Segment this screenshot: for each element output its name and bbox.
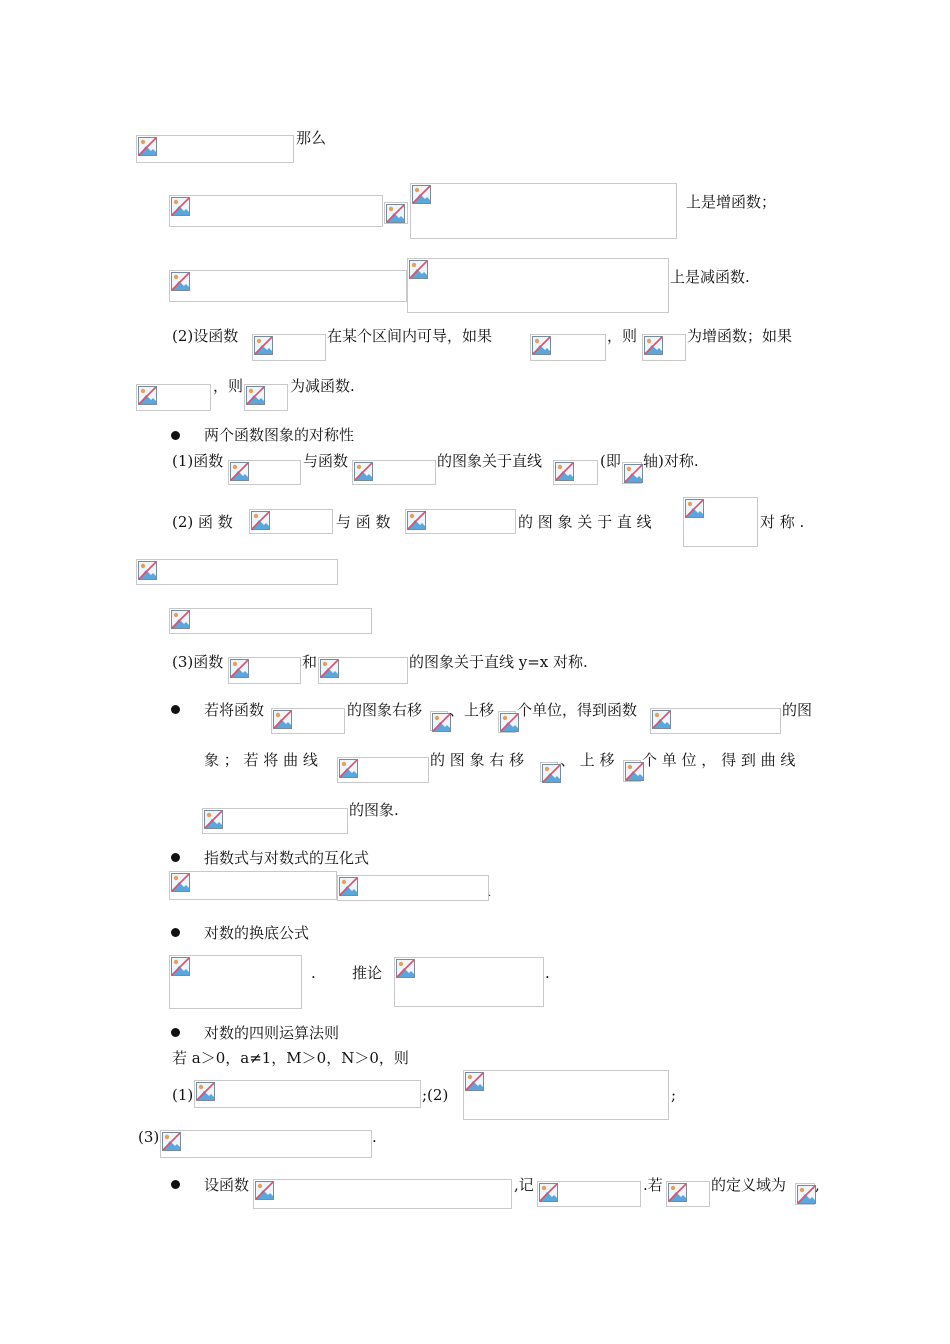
broken-image-icon (396, 959, 415, 978)
text: 的图象. (349, 801, 399, 819)
text: 的定义域为 (711, 1176, 787, 1194)
broken-image-icon (255, 1181, 274, 1200)
formula-image (394, 957, 544, 1007)
broken-image-icon (171, 873, 190, 892)
text: (1) (172, 1086, 194, 1104)
text: ;(2) (422, 1086, 449, 1104)
text: 的 图 象 右 移 (430, 751, 525, 769)
text: 轴)对称. (643, 452, 699, 470)
section-heading: 两个函数图象的对称性 (204, 426, 355, 444)
text: . (311, 964, 316, 982)
text: 、 上 移 (560, 751, 615, 769)
formula-image (410, 183, 677, 239)
text: 上是增函数； (686, 193, 777, 211)
formula-image (407, 258, 669, 313)
formula-image (136, 384, 211, 411)
text: .若 (643, 1176, 663, 1194)
formula-image (622, 462, 642, 484)
text: 若 a＞0，a≠1，M＞0，N＞0，则 (172, 1049, 409, 1067)
formula-image (228, 657, 301, 684)
formula-image (169, 955, 302, 1009)
broken-image-icon (171, 272, 190, 291)
formula-image (553, 460, 598, 485)
text: . (545, 964, 550, 982)
text: 上是减函数. (670, 268, 750, 286)
text: 象 ； 若 将 曲 线 (204, 751, 318, 769)
bullet (171, 431, 180, 440)
broken-image-icon (171, 197, 190, 216)
formula-image (244, 384, 288, 411)
text: 对 称 . (760, 513, 805, 531)
text: (即 (600, 452, 621, 470)
text: 的 图 象 关 于 直 线 (518, 513, 652, 531)
broken-image-icon (652, 710, 671, 729)
formula-image (430, 711, 448, 731)
broken-image-icon (407, 511, 426, 530)
section-heading: 对数的四则运算法则 (204, 1024, 340, 1042)
broken-image-icon (171, 957, 190, 976)
text: 为减函数. (290, 377, 355, 395)
formula-image (384, 202, 408, 224)
broken-image-icon (797, 1185, 816, 1204)
bullet (171, 1028, 180, 1037)
formula-image (169, 608, 372, 634)
formula-image (169, 270, 407, 302)
formula-image (253, 1179, 512, 1209)
section-heading: 指数式与对数式的互化式 (204, 849, 370, 867)
broken-image-icon (138, 137, 157, 156)
text: 个单位，得到函数 (517, 701, 638, 719)
formula-image (683, 497, 758, 547)
text: (1)函数 (172, 452, 224, 470)
formula-image (337, 757, 429, 783)
formula-image (498, 711, 516, 733)
broken-image-icon (542, 764, 561, 783)
text: . (372, 1128, 377, 1146)
text: 和 (302, 653, 318, 671)
formula-image (136, 135, 294, 163)
text: 推论 (352, 964, 383, 982)
formula-image (169, 871, 337, 900)
text: 与函数 (303, 452, 349, 470)
formula-image (228, 460, 301, 485)
formula-image (666, 1181, 710, 1207)
text: 那么 (296, 129, 327, 147)
formula-image (650, 708, 781, 734)
formula-image (318, 657, 408, 684)
text: 与 函 数 (336, 513, 391, 531)
broken-image-icon (465, 1072, 484, 1091)
broken-image-icon (138, 561, 157, 580)
broken-image-icon (339, 877, 358, 896)
broken-image-icon (196, 1082, 215, 1101)
text: (2)设函数 (172, 327, 239, 345)
broken-image-icon (555, 462, 574, 481)
broken-image-icon (230, 462, 249, 481)
text: 在某个区间内可导，如果 (327, 327, 493, 345)
broken-image-icon (685, 499, 704, 518)
broken-image-icon (230, 659, 249, 678)
formula-image (202, 808, 348, 834)
text: 的图象关于直线 y=x 对称. (409, 653, 588, 671)
broken-image-icon (273, 710, 292, 729)
broken-image-icon (668, 1183, 687, 1202)
formula-image (136, 559, 338, 585)
broken-image-icon (320, 659, 339, 678)
broken-image-icon (624, 464, 643, 483)
text: 、上移 (449, 701, 495, 719)
formula-image (160, 1130, 372, 1158)
bullet (171, 928, 180, 937)
formula-image (623, 760, 641, 782)
formula-image (530, 334, 606, 361)
text: 的图象右移 (347, 701, 423, 719)
text: ，则 (607, 327, 638, 345)
bullet (171, 1180, 180, 1189)
text: 个 单 位 ， 得 到 曲 线 (642, 751, 796, 769)
text: 若将函数 (204, 701, 265, 719)
formula-image (540, 762, 558, 782)
formula-image (249, 509, 333, 534)
text: ,记 (514, 1176, 534, 1194)
formula-image (169, 195, 383, 227)
formula-image (337, 875, 489, 901)
formula-image (271, 708, 345, 734)
formula-image (463, 1070, 669, 1120)
broken-image-icon (251, 511, 270, 530)
broken-image-icon (246, 386, 265, 405)
formula-image (537, 1181, 641, 1207)
text: (3)函数 (172, 653, 224, 671)
text: (2) 函 数 (172, 513, 233, 531)
formula-image (352, 460, 436, 485)
text: ，则 (213, 377, 244, 395)
text: , (815, 1176, 820, 1194)
text: 的图象关于直线 (437, 452, 543, 470)
broken-image-icon (539, 1183, 558, 1202)
broken-image-icon (412, 185, 431, 204)
broken-image-icon (386, 204, 405, 223)
broken-image-icon (354, 462, 373, 481)
text: 设函数 (204, 1176, 250, 1194)
text: 为增函数；如果 (687, 327, 793, 345)
text: . (488, 888, 492, 899)
bullet (171, 705, 180, 714)
formula-image (642, 334, 686, 361)
broken-image-icon (138, 386, 157, 405)
text: 的图 (782, 701, 813, 719)
broken-image-icon (644, 336, 663, 355)
broken-image-icon (171, 610, 190, 629)
broken-image-icon (162, 1132, 181, 1151)
broken-image-icon (532, 336, 551, 355)
broken-image-icon (339, 759, 358, 778)
broken-image-icon (409, 260, 428, 279)
formula-image (252, 334, 326, 361)
broken-image-icon (254, 336, 273, 355)
formula-image (405, 509, 516, 534)
formula-image (795, 1183, 815, 1205)
broken-image-icon (204, 810, 223, 829)
text: ; (671, 1086, 677, 1104)
bullet (171, 853, 180, 862)
text: (3) (138, 1128, 160, 1146)
section-heading: 对数的换底公式 (204, 924, 310, 942)
formula-image (194, 1080, 421, 1108)
